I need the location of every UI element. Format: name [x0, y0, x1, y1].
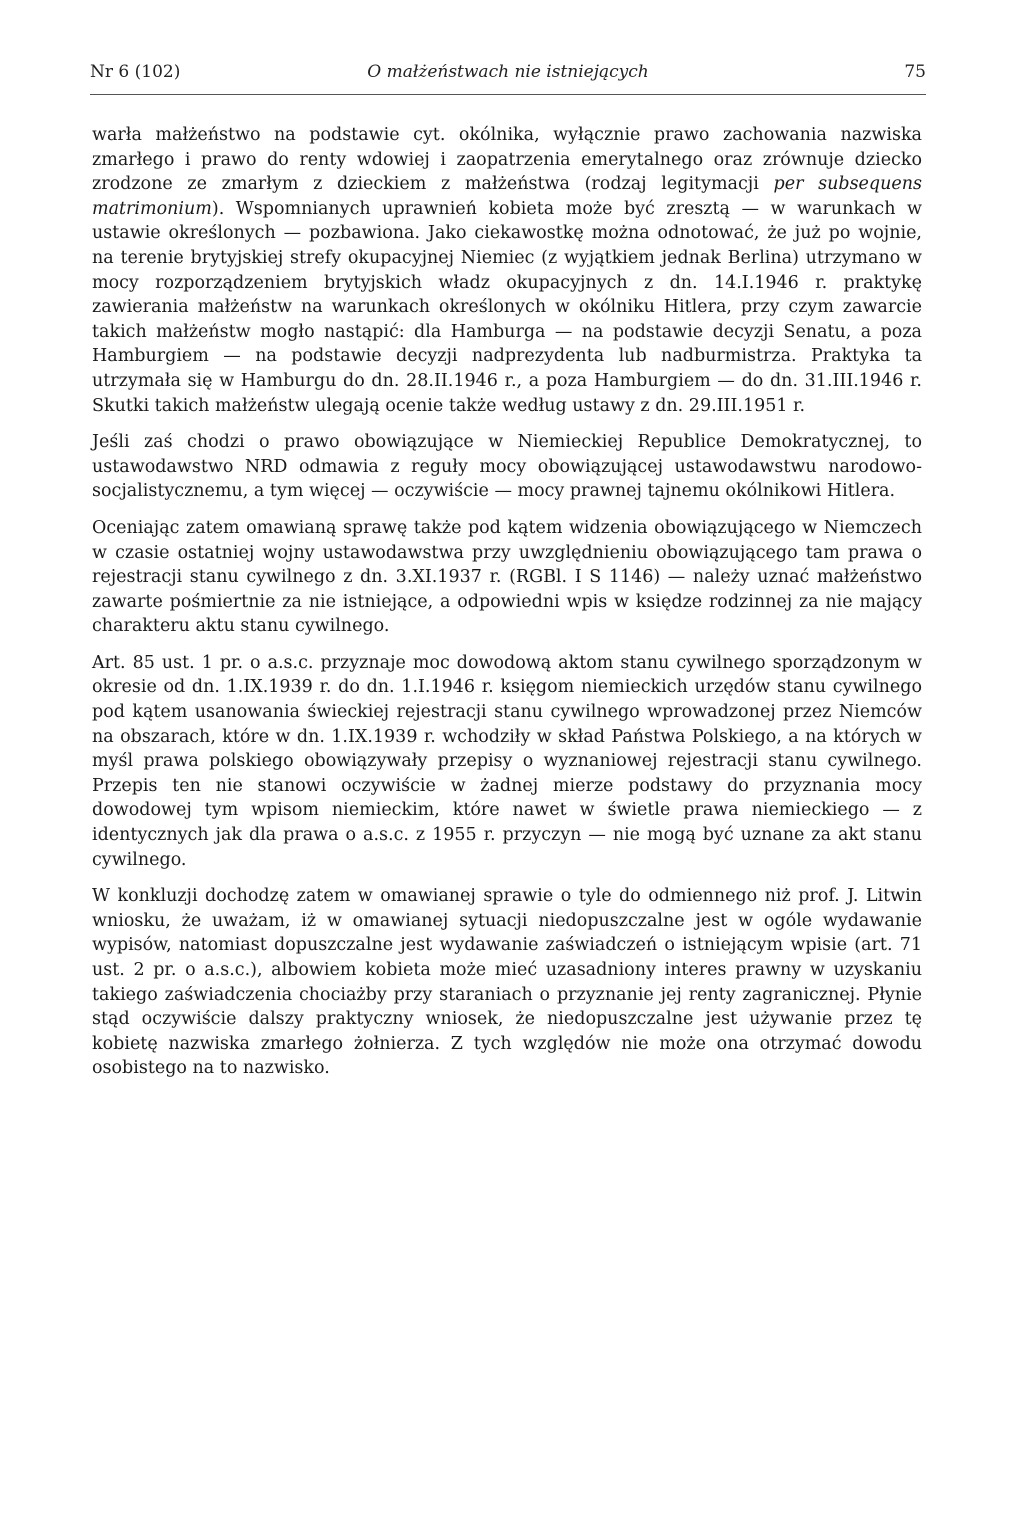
latin-term: per subsequens matrimonium: [92, 174, 922, 219]
header-rule: [90, 94, 926, 95]
running-header: [90, 62, 926, 92]
paragraph-1-part-a: warła małżeństwo na podstawie cyt. okólnika, wyłącznie prawo zachowania nazwiska zmarłego i prawo do renty wdowiej i zaopatrzenia emerytalnego oraz zrównuje dziecko zrodzone ze zmarłym z dzieckiem z małżeństwa (rodzaj legitymacji: [92, 125, 922, 195]
paragraph-3: Oceniając zatem omawianą sprawę także pod kątem widzenia obowiązującego w Niemczech w czasie ostatniej wojny ustawodawstwa przy uwzględnieniu obowiązującego tam prawa o rejestracji stanu cywilnego z dn. 3.XI.1937 r. (RGBl. I S 1146) — należy uznać małżeństwo zawarte pośmiertnie za nie istniejące, a odpowiedni wpis w księdze rodzinnej za nie mający charakteru aktu stanu cywilnego.: [92, 517, 922, 637]
issue-number: Nr 6 (102): [90, 62, 181, 82]
paragraph-5: W konkluzji dochodzę zatem w omawianej sprawie o tyle do odmiennego niż prof. J. Litwin wniosku, że uważam, iż w omawianej sytuacji niedopuszczalne jest w ogóle wydawanie wypisów, natomiast dopuszczalne jest wydawanie zaświadczeń o istniejącym wpisie (art. 71 ust. 2 pr. o a.s.c.), albowiem kobieta może mieć uzasadniony interes prawny w uzyskaniu takiego zaświadczenia chociażby przy staraniach o przyznanie jej renty zagranicznej. Płynie stąd oczywiście dalszy praktyczny wniosek, że niedopuszczalne jest używanie przez tę kobietę nazwiska zmarłego żołnierza. Z tych względów nie może ona otrzymać dowodu osobistego na to nazwisko.: [92, 886, 922, 1079]
paragraph-2: Jeśli zaś chodzi o prawo obowiązujące w Niemieckiej Republice Demokratycznej, to ustawodawstwo NRD odmawia z reguły mocy obowiązującej ustawodawstwu narodowo-socjalistycznemu, a tym więcej — oczywiście — mocy prawnej tajnemu okólnikowi Hitlera.: [92, 432, 922, 502]
article-body: [92, 123, 922, 1093]
paragraph-1-part-b: ). Wspomnianych uprawnień kobieta może być zresztą — w warunkach w ustawie określonych — pozbawiona. Jako ciekawostkę można odnotować, że już po wojnie, na terenie brytyjskiej strefy okupacyjnej Niemiec (z wyjątkiem jednak Berlina) utrzymano w mocy rozporządzeniem brytyjskich władz okupacyjnych z dn. 14.I.1946 r. praktykę zawierania małżeństw na warunkach określonych w okólniku Hitlera, przy czym zawarcie takich małżeństw mogło nastąpić: dla Hamburga — na podstawie decyzji Senatu, a poza Hamburgiem — na podstawie decyzji nadprezydenta lub nadburmistrza. Praktyka ta utrzymała się w Hamburgu do dn. 28.II.1946 r., a poza Hamburgiem — do dn. 31.III.1946 r. Skutki takich małżeństw ulegają ocenie także według ustawy z dn. 29.III.1951 r.: [92, 198, 922, 416]
page-number: 75: [904, 62, 926, 82]
running-title: O małżeństwach nie istniejących: [367, 62, 649, 82]
paragraph-4: Art. 85 ust. 1 pr. o a.s.c. przyznaje moc dowodową aktom stanu cywilnego sporządzonym w okresie od dn. 1.IX.1939 r. do dn. 1.I.1946 r. księgom niemieckich urzędów stanu cywilnego pod kątem usanowania świeckiej rejestracji stanu cywilnego wprowadzonej przez Niemców na obszarach, które w dn. 1.IX.1939 r. wchodziły w skład Państwa Polskiego, a na których w myśl prawa polskiego obowiązywały przepisy o wyznaniowej rejestracji stanu cywilnego. Przepis ten nie stanowi oczywiście w żadnej mierze podstawy do przyznania mocy dowodowej tym wpisom niemieckim, które nawet w świetle prawa niemieckiego — z identycznych jak dla prawa o a.s.c. z 1955 r. przyczyn — nie mogą być uznane za akt stanu cywilnego.: [92, 652, 922, 870]
paragraph-1: [92, 123, 922, 418]
